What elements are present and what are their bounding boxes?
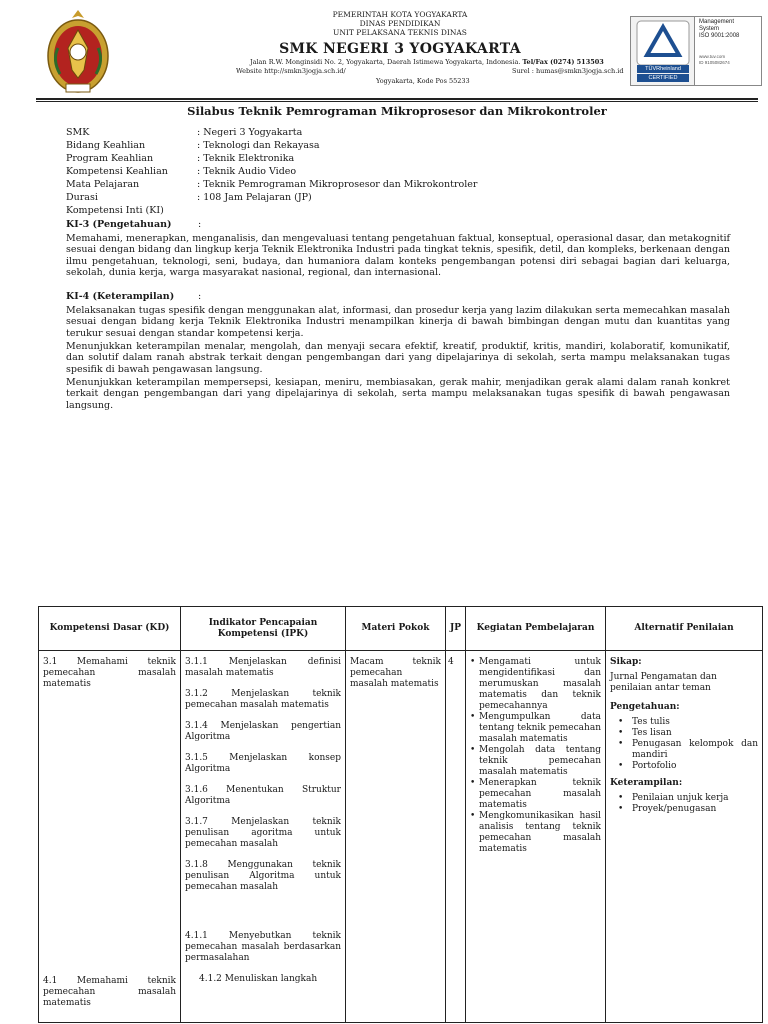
header-rule-thick: [36, 98, 758, 100]
ipk-item: 4.1.1 Menyebutkan teknik pemecahan masalah berdasarkan permasalahan: [185, 931, 341, 963]
kegiatan-item: • Mengkomunikasikan hasil analisis tentang teknik pemecahan masalah matematis: [470, 811, 601, 855]
header-line-1: PEMERINTAH KOTA YOGYAKARTA: [332, 10, 468, 19]
header-rule-thin: [36, 101, 758, 102]
ipk-item: 3.1.7 Menjelaskan teknik penulisan agoritma untuk pemecahan masalah: [185, 817, 341, 849]
info-row-durasi: Durasi : 108 Jam Pelajaran (JP): [66, 192, 312, 203]
ipk-item: 3.1.4 Menjelaskan pengertian Algoritma: [185, 721, 341, 742]
tuv-brand: TÜVRheinland: [645, 66, 681, 72]
header-city: Yogyakarta, Kode Pos 55233: [376, 77, 470, 85]
info-row-mapel: Mata Pelajaran : Teknik Pemrograman Mikroprosesor dan Mikrokontroler: [66, 179, 478, 190]
cell-materi: Macam teknik pemecahan masalah matematis: [346, 651, 446, 1023]
cell-penilaian: [606, 651, 763, 1023]
ki4-colon: :: [198, 291, 202, 302]
pengetahuan-item: • Tes lisan: [618, 728, 758, 739]
ki4-paragraph-2: Menunjukkan keterampilan menalar, mengolah, dan menyaji secara efektif, kreatif, produktif, kritis, mandiri, kolaboratif, komunikatif, dan solutif dalam ranah abstrak terkait dengan pengembangan dari yang dipelajarinya di sekolah, serta mampu melaksanakan tugas spesifik di bawah pengawasan langsung.: [66, 341, 730, 375]
iso-certification-logo: [630, 16, 762, 86]
ipk-item: 3.1.1 Menjelaskan definisi masalah matematis: [185, 657, 341, 678]
pengetahuan-heading: Pengetahuan:: [610, 702, 680, 712]
pengetahuan-item: • Tes tulis: [618, 717, 758, 728]
ki3-colon: :: [198, 219, 202, 230]
header-ipk: Indikator Pencapaian Kompetensi (IPK): [181, 607, 346, 651]
ki4-paragraph-1: Melaksanakan tugas spesifik dengan menggunakan alat, informasi, dan prosedur kerja yang lazim dilakukan serta memecahkan masalah sesuai dengan bidang kerja Teknik Elektronika Industri menampilkan kinerja di bawah bimbingan dengan mutu dan kuantitas yang terukur sesuai dengan standar kompetensi kerja.: [66, 305, 730, 339]
keterampilan-item: • Proyek/penugasan: [618, 804, 758, 815]
info-row-bidang: Bidang Keahlian : Teknologi dan Rekayasa: [66, 140, 320, 151]
tuv-certified: CERTIFIED: [648, 75, 678, 81]
school-name: SMK NEGERI 3 YOGYAKARTA: [279, 41, 521, 57]
table-header-row: [39, 607, 763, 651]
header-jp: JP: [446, 607, 466, 651]
ipk-item: 4.1.2 Menuliskan langkah: [199, 974, 318, 984]
info-row-ki: Kompetensi Inti (KI): [66, 205, 164, 216]
info-row-smk: SMK : Negeri 3 Yogyakarta: [66, 127, 303, 138]
kd-item-4-1: 4.1 Memahami teknik pemecahan masalah matematis: [43, 976, 176, 1008]
info-row-program: Program Keahlian : Teknik Elektronika: [66, 153, 295, 164]
table-row: [39, 651, 763, 1023]
keterampilan-heading: Keterampilan:: [610, 778, 683, 788]
kegiatan-item: • Mengamati untuk mengidentifikasi dan merumuskan masalah matematis dan teknik pemecahannya: [470, 657, 601, 712]
info-row-kompetensi: Kompetensi Keahlian : Teknik Audio Video: [66, 166, 297, 177]
cert-text: Management System ISO 9001:2008 www.tuv.com ID 9105082674: [699, 19, 740, 65]
kegiatan-item: • Mengolah data tentang teknik pemecahan masalah matematis: [470, 745, 601, 778]
cell-kd: [39, 651, 181, 1023]
header-line-3: UNIT PELAKSANA TEKNIS DINAS: [333, 28, 467, 37]
keterampilan-item: • Penilaian unjuk kerja: [618, 793, 758, 804]
ki4-paragraph-3: Menunjukkan keterampilan mempersepsi, kesiapan, meniru, membiasakan, gerak mahir, menjadikan gerak alami dalam ranah konkret terkait dengan pengembangan dari yang dipelajarinya di sekolah, serta mampu melaksanakan tugas spesifik di bawah pengawasan langsung.: [66, 377, 730, 411]
kd-item-3-1: 3.1 Memahami teknik pemecahan masalah matematis: [43, 657, 176, 689]
tuv-badge: [631, 17, 695, 85]
sikap-heading: Sikap:: [610, 657, 642, 667]
document-title: Silabus Teknik Pemrograman Mikroprosesor dan Mikrokontroler: [187, 104, 607, 118]
city-emblem-logo: [44, 8, 112, 98]
sikap-text: Jurnal Pengamatan dan penilaian antar teman: [610, 672, 717, 693]
header-materi: Materi Pokok: [346, 607, 446, 651]
ki3-text: Memahami, menerapkan, menganalisis, dan mengevaluasi tentang pengetahuan faktual, konseptual, operasional dasar, dan metakognitif sesuai dengan bidang dan lingkup kerja Teknik Elektronika Industri pada tingkat teknis, spesifik, detil, dan kompleks, berkenaan dengan ilmu pengetahuan, teknologi, seni, budaya, dan humaniora dalam konteks pengembangan potensi diri sebagai bagian dari keluarga, sekolah, dunia kerja, warga masyarakat nasional, regional, dan internasional.: [66, 233, 730, 278]
ipk-item: 3.1.6 Menentukan Struktur Algoritma: [185, 785, 341, 806]
kegiatan-item: • Menerapkan teknik pemecahan masalah matematis: [470, 778, 601, 811]
header-address: Jalan R.W. Monginsidi No. 2, Yogyakarta, Daerah Istimewa Yogyakarta, Indonesia. Tel/Fax (0274) 513503: [250, 58, 604, 66]
cell-kegiatan: [466, 651, 606, 1023]
header-email: Surel : humas@smkn3jogja.sch.id: [512, 67, 624, 75]
kegiatan-item: • Mengumpulkan data tentang teknik pemecahan masalah matematis: [470, 712, 601, 745]
pengetahuan-item: • Portofolio: [618, 761, 758, 772]
syllabus-table: [38, 606, 763, 1023]
ipk-item: 3.1.2 Menjelaskan teknik pemecahan masalah matematis: [185, 689, 341, 710]
header-website: Website http://smkn3jogja.sch.id/: [236, 67, 346, 75]
ipk-item: 3.1.5 Menjelaskan konsep Algoritma: [185, 753, 341, 774]
header-penilaian: Alternatif Penilaian: [606, 607, 763, 651]
header-line-2: DINAS PENDIDIKAN: [359, 19, 441, 28]
cell-ipk: [181, 651, 346, 1023]
cell-jp: 4: [446, 651, 466, 1023]
header-kegiatan: Kegiatan Pembelajaran: [466, 607, 606, 651]
ipk-item: 3.1.8 Menggunakan teknik penulisan Algoritma untuk pemecahan masalah: [185, 860, 341, 892]
pengetahuan-item: • Penugasan kelompok dan mandiri: [618, 739, 758, 761]
ki4-heading: KI-4 (Keterampilan): [66, 291, 175, 302]
ki3-heading: KI-3 (Pengetahuan): [66, 219, 172, 230]
header-kd: Kompetensi Dasar (KD): [39, 607, 181, 651]
